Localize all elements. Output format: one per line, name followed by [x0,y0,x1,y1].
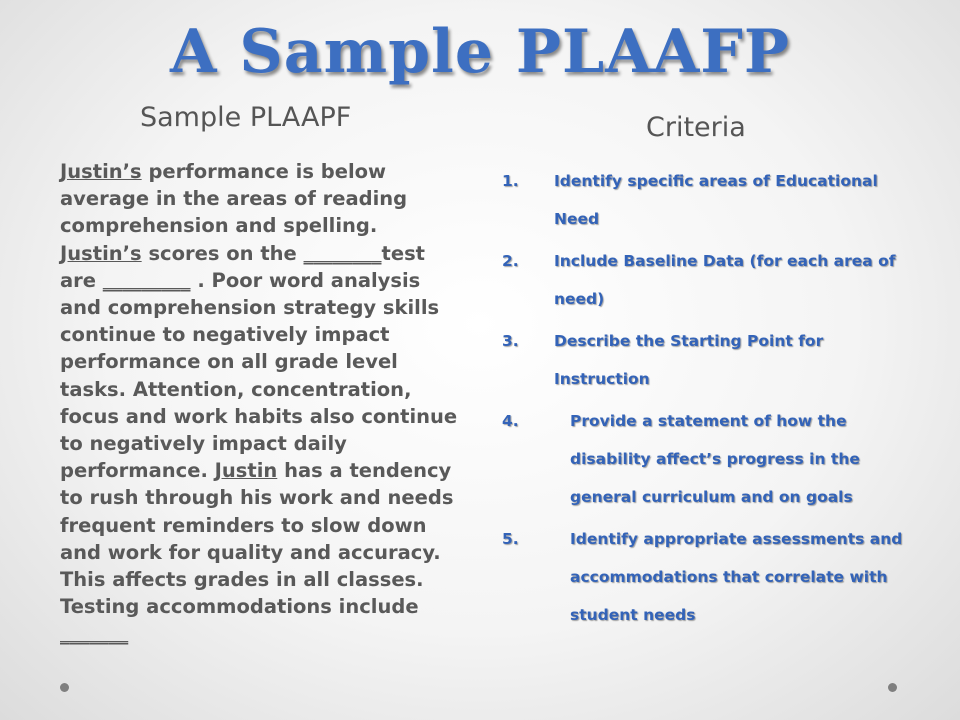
text-part-1: performance is below average in the areas of reading comprehension and spelling. [60,160,408,238]
blank-test-score: _________ [102,268,191,292]
criteria-item [502,162,922,238]
criteria-text: Identify specific areas of Educational Need [554,172,878,228]
sample-plaafp-text [60,158,460,648]
criteria-number: 4. [502,412,519,430]
criteria-number: 5. [502,530,519,548]
decorative-dot-right [888,683,897,692]
criteria-item [502,242,922,318]
blank-accommodations: _______ [60,622,129,646]
criteria-list [502,162,922,638]
sample-heading: Sample PLAAPF [140,102,352,133]
text-part-4: . Poor word analysis and comprehension strategy skills continue to negatively impact performance on all grade level tasks. Attention, concentration, focus and work habits also continue to negatively impact daily performance. [60,268,458,483]
criteria-item [502,322,922,398]
criteria-text: Identify appropriate assessments and accommodations that correlate with student needs [570,530,903,624]
criteria-text: Provide a statement of how the disability affect’s progress in the general curriculum and on goals [570,412,860,506]
criteria-item [502,520,922,634]
criteria-number: 3. [502,332,519,350]
criteria-item [502,402,922,516]
student-name-3: Justin [214,459,278,483]
criteria-text: Include Baseline Data (for each area of need) [554,252,896,308]
text-part-2: scores on the [141,241,304,265]
criteria-text: Describe the Starting Point for Instruction [554,332,824,388]
criteria-heading: Criteria [646,112,746,143]
student-name-1: Justin’s [60,160,142,183]
decorative-dot-left [60,683,69,692]
criteria-number: 1. [502,172,519,190]
criteria-number: 2. [502,252,519,270]
text-part-3: test are [60,241,426,292]
slide-title: A Sample PLAAFP [169,17,791,87]
blank-test-name: ________ [303,241,382,265]
student-name-2: Justin’s [60,241,142,265]
text-part-5: has a tendency to rush through his work and needs frequent reminders to slow down and work for quality and accuracy. This affects grades in all classes. Testing accommodations include [60,459,454,619]
